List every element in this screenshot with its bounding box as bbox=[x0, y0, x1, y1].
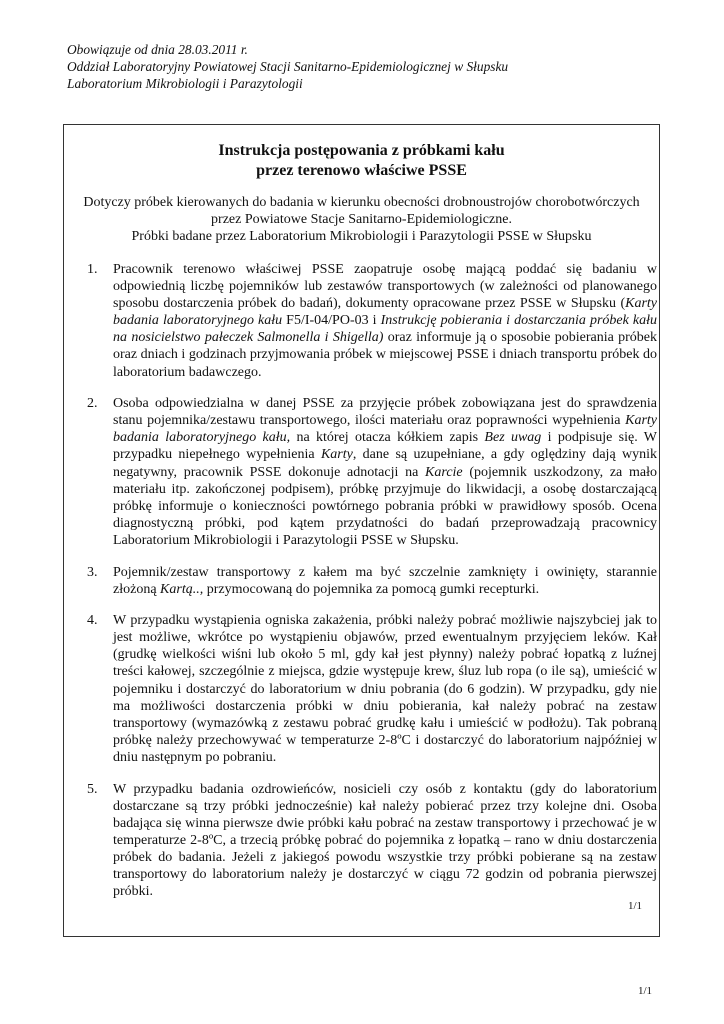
text-run: Pracownik terenowo właściwej PSSE zaopatruje osobę mającą poddać się badaniu w odpowiednią liczbę pojemników lub zestawów transportowych (w zależności od planowanego sposobu dostarczenia próbek do badań), dokumenty opracowane przez PSSE w Słupsku ( bbox=[113, 262, 657, 312]
title-line-2: przez terenowo właściwe PSSE bbox=[256, 162, 467, 179]
page-title bbox=[63, 141, 660, 181]
list-item bbox=[79, 564, 657, 598]
item-text: W przypadku wystąpienia ogniska zakażenia, próbki należy pobrać możliwie najszybciej jak to jest możliwe, wkrótce po wystąpieniu objawów, przed ewentualnym przyjęciem leków. Kał (grudkę wielkości wiśni lub około 5 ml, gdy kał jest płynny) należy pobrać łopatką z luźnej treści kałowej, szczególnie z miejsca, gdzie występuje krew, śluz lub ropa (o ile są), umieścić w pojemniku i dostarczyć do laboratorium w dniu pobrania (do 6 godzin). W przypadku, gdy nie ma możliwości dostarczenia próbki w dniu pobierania, kał należy pobrać na zestaw transportowy (wymazówką z zestawu pobrać grudkę kału i umieścić w podłożu). Tak pobraną próbkę należy przechowywać w temperaturze 2-8ºC i dostarczyć do laboratorium najpóźniej w dniu następnym po pobraniu. bbox=[113, 613, 657, 765]
item-text: W przypadku badania ozdrowieńców, nosicieli czy osób z kontaktu (gdy do laboratorium dostarczane są trzy próbki jednocześnie) kał należy pobierać przez trzy kolejne dni. Osoba badająca się winna pierwsze dwie próbki kału pobrać na zestaw transportowy i przechować je w temperaturze 2-8ºC, a trzecią próbkę pobrać do pojemnika z łopatką – rano w dniu dostarczenia próbek do badania. Jeżeli z jakiegoś powodu wszystkie trzy próbki pobierane są na zestaw transportowy do laboratorium należy je dostarczyć w ciągu 72 godzin od pobrania pierwszej próbki. bbox=[113, 781, 657, 900]
item-text bbox=[113, 564, 657, 598]
page-number: 1/1 bbox=[638, 985, 653, 997]
scope-line-2: przez Powiatowe Stacje Sanitarno-Epidemiologiczne. bbox=[211, 212, 512, 227]
italic-run: Karty badania laboratoryjnego kału, bbox=[113, 413, 657, 446]
item-number: 5. bbox=[87, 781, 98, 797]
text-run: i podpisuje się. W przypadku niepełnego wypełnienia bbox=[113, 430, 657, 463]
text-run: przymocowaną do pojemnika za pomocą gumki recepturki. bbox=[203, 581, 540, 597]
text-run: F5/I-04/PO-03 i bbox=[282, 313, 381, 329]
item-number: 3. bbox=[87, 564, 98, 580]
text-run: na której otacza kółkiem zapis bbox=[290, 430, 485, 446]
scope-line-1: Dotyczy próbek kierowanych do badania w kierunku obecności drobnoustrojów chorobotwórczych bbox=[83, 195, 640, 210]
item-text bbox=[113, 261, 657, 381]
item-number: 2. bbox=[87, 396, 98, 412]
item-number: 4. bbox=[87, 613, 98, 629]
item-text bbox=[113, 395, 657, 549]
italic-run: Karty badania laboratoryjnego kału bbox=[113, 296, 657, 329]
scope-statement bbox=[63, 194, 660, 245]
department-name: Oddział Laboratoryjny Powiatowej Stacji Sanitarno-Epidemiologicznej w Słupsku bbox=[67, 59, 509, 74]
italic-run: Kartą.., bbox=[160, 581, 204, 597]
italic-run: Bez uwag bbox=[484, 430, 542, 446]
text-run: Osoba odpowiedzialna w danej PSSE za przyjęcie próbek zobowiązana jest do sprawdzenia stanu pojemnika/zestawu transportowego, ilości materiału oraz poprawności wypełnienia bbox=[113, 396, 657, 429]
frame-page-number: 1/1 bbox=[628, 900, 643, 912]
italic-run: Karcie bbox=[425, 464, 463, 480]
list-item bbox=[79, 261, 657, 381]
text-run: oraz informuje ją o sposobie pobierania próbek oraz dniach i godzinach przyjmowania próbek w miejscowej PSSE i dniach transportu próbek do laboratorium badawczego. bbox=[113, 330, 658, 380]
item-number: 1. bbox=[87, 262, 98, 277]
text-run: (pojemnik uszkodzony, za mało materiału itp. zakończonej podpisem), próbkę przyjmuje do likwidacji, a osobę dostarczającą próbkę informuje o konieczności powtórnego pobrania próbki w prawidłowy sposób. Ocena diagnostyczną próbki, pod kątem przydatności do badań przeprowadzają pracownicy Laboratorium Mikrobiologii i Parazytologii PSSE w Słupsku. bbox=[113, 464, 657, 548]
laboratory-name: Laboratorium Mikrobiologii i Parazytologii bbox=[67, 76, 303, 91]
list-item bbox=[79, 612, 657, 766]
list-item bbox=[79, 395, 657, 549]
validity-date: Obowiązuje od dnia 28.03.2011 r. bbox=[67, 42, 248, 57]
scope-line-3: Próbki badane przez Laboratorium Mikrobiologii i Parazytologii PSSE w Słupsku bbox=[131, 229, 592, 244]
title-line-1: Instrukcja postępowania z próbkami kału bbox=[218, 142, 505, 159]
text-run: Pojemnik/zestaw transportowy z kałem ma być szczelnie zamknięty i owinięty, starannie złożoną bbox=[113, 564, 657, 597]
instruction-list bbox=[79, 261, 657, 915]
italic-run: Instrukcję pobierania i dostarczania próbek kału na nosicielstwo pałeczek Salmonella i Shigella) bbox=[113, 313, 658, 346]
document-header bbox=[67, 41, 667, 92]
text-run: , dane są uzupełniane, a gdy oględziny dają wynik negatywny, pracownik PSSE dokonuje adnotacji na bbox=[113, 447, 657, 480]
italic-run: Karty bbox=[320, 447, 353, 463]
list-item bbox=[79, 781, 657, 901]
